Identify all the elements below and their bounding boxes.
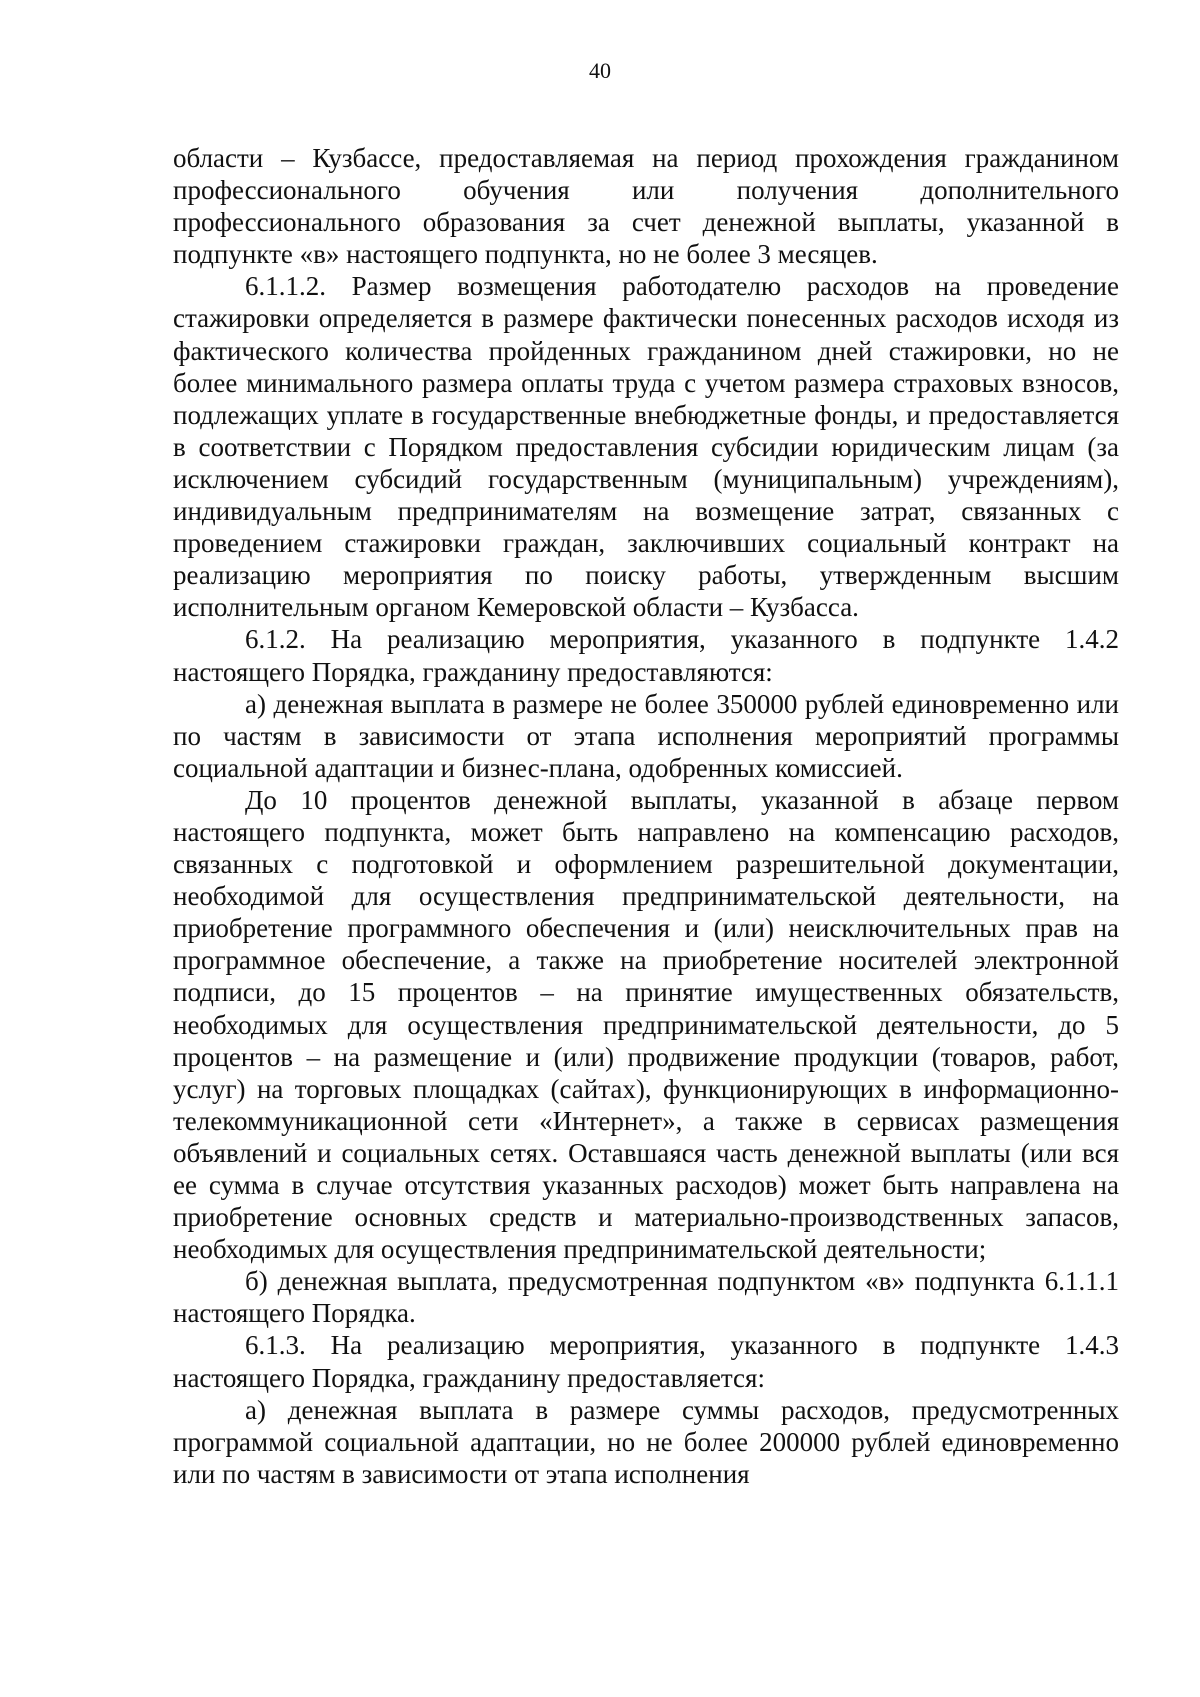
paragraph-6-1-2-a-details: До 10 процентов денежной выплаты, указанной в абзаце первом настоящего подпункта, может быть направлено на компенсацию расходов, связанных с подготовкой и оформлением разрешительной документации, необходимой для осуществления предпринимательской деятельности, на приобретение программного обеспечения и (или) неисключительных прав на программное обеспечение, а также на приобретение носителей электронной подписи, до 15 процентов – на принятие имущественных обязательств, необходимых для осуществления предпринимательской деятельности, до 5 процентов – на размещение и (или) продвижение продукции (товаров, работ, услуг) на торговых площадках (сайтах), функционирующих в информационно-телекоммуникационной сети «Интернет», а также в сервисах размещения объявлений и социальных сетях. Оставшаяся часть денежной выплаты (или вся ее сумма в случае отсутствия указанных расходов) может быть направлена на приобретение основных средств и материально-производственных запасов, необходимых для осуществления предпринимательской деятельности; [173, 784, 1119, 1265]
paragraph-continuation: области – Кузбассе, предоставляемая на период прохождения гражданином профессионального обучения или получения дополнительного профессионального образования за счет денежной выплаты, указанной в подпункте «в» настоящего подпункта, но не более 3 месяцев. [173, 143, 1119, 270]
paragraph-6-1-2-a: а) денежная выплата в размере не более 350000 рублей единовременно или по частям в зависимости от этапа исполнения мероприятий программы социальной адаптации и бизнес-плана, одобренных комиссией. [173, 688, 1119, 783]
paragraph-6-1-2: 6.1.2. На реализацию мероприятия, указанного в подпункте 1.4.2 настоящего Порядка, гражданину предоставляются: [173, 624, 1119, 687]
paragraph-6-1-1-2: 6.1.1.2. Размер возмещения работодателю расходов на проведение стажировки определяется в размере фактически понесенных расходов исходя из фактического количества пройденных гражданином дней стажировки, но не более минимального размера оплаты труда с учетом размера страховых взносов, подлежащих уплате в государственные внебюджетные фонды, и предоставляется в соответствии с Порядком предоставления субсидии юридическим лицам (за исключением субсидий государственным (муниципальным) учреждениям), индивидуальным предпринимателям на возмещение затрат, связанных с проведением стажировки граждан, заключивших социальный контракт на реализацию мероприятия по поиску работы, утвержденным высшим исполнительным органом Кемеровской области – Кузбасса. [173, 271, 1119, 623]
paragraph-6-1-2-b: б) денежная выплата, предусмотренная подпунктом «в» подпункта 6.1.1.1 настоящего Порядка. [173, 1266, 1119, 1329]
paragraph-6-1-3-a: а) денежная выплата в размере суммы расходов, предусмотренных программой социальной адаптации, но не более 200000 рублей единовременно или по частям в зависимости от этапа исполнения [173, 1394, 1119, 1489]
body-text [173, 142, 1119, 1490]
paragraph-6-1-3: 6.1.3. На реализацию мероприятия, указанного в подпункте 1.4.3 настоящего Порядка, гражданину предоставляется: [173, 1330, 1119, 1393]
page-number: 40 [589, 58, 611, 83]
